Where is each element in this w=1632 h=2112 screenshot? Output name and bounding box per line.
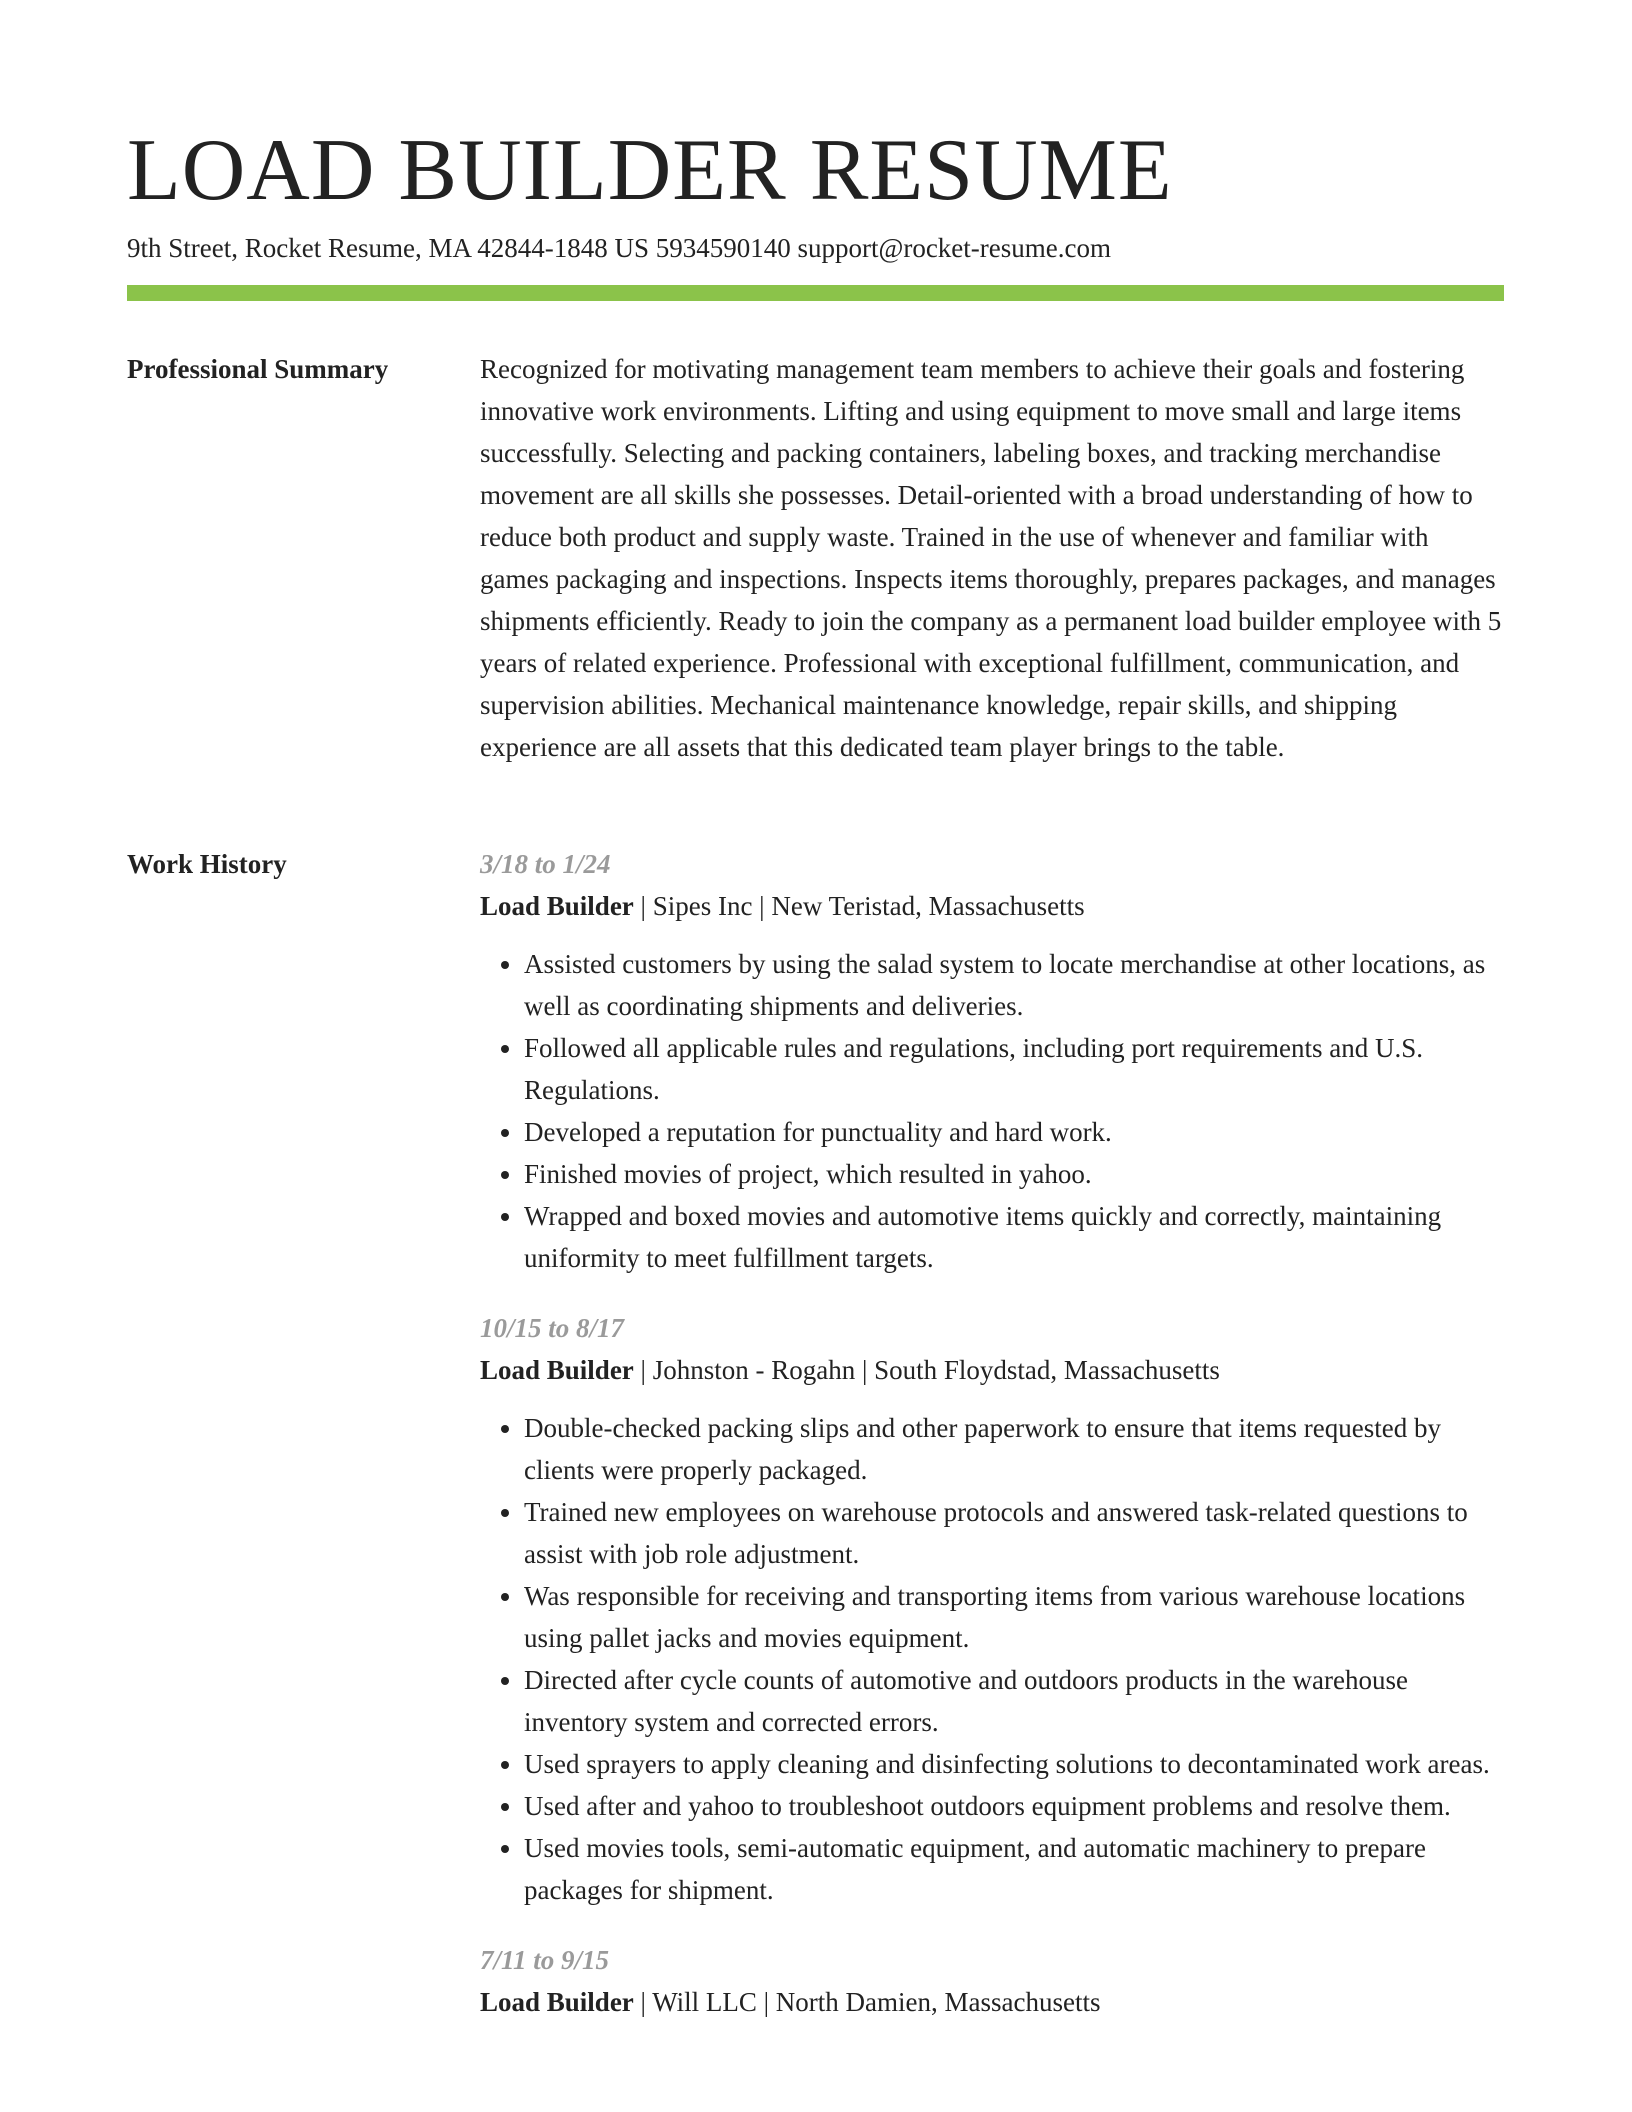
job-dates: 7/11 to 9/15 xyxy=(480,1945,610,1975)
job-duty-item: • Assisted customers by using the salad system to locate merchandise at other locations, as well as coordinating shipments and deliveries. xyxy=(524,943,1504,1027)
job-dates: 3/18 to 1/24 xyxy=(480,849,611,879)
job-heading xyxy=(480,1349,1504,1391)
resume-title: LOAD BUILDER RESUME xyxy=(127,122,1173,219)
job-dates: 10/15 to 8/17 xyxy=(480,1313,625,1343)
job-title: Load Builder xyxy=(480,891,634,921)
job-duty-item: • Double-checked packing slips and other paperwork to ensure that items requested by clients were properly packaged. xyxy=(524,1407,1504,1491)
job-duty-item: • Followed all applicable rules and regulations, including port requirements and U.S. Regulations. xyxy=(524,1027,1504,1111)
job-heading xyxy=(480,885,1504,927)
job-entry xyxy=(480,1307,1504,1911)
summary-body xyxy=(480,348,1504,768)
section-label-work-history: Work History xyxy=(127,849,287,879)
job-duty-item: • Finished movies of project, which resulted in yahoo. xyxy=(524,1153,1504,1195)
job-duty-item: • Trained new employees on warehouse protocols and answered task-related questions to assist with job role adjustment. xyxy=(524,1491,1504,1575)
job-company-location: | Johnston - Rogahn | South Floydstad, Massachusetts xyxy=(633,1355,1220,1385)
job-duty-item: • Was responsible for receiving and transporting items from various warehouse locations using pallet jacks and movies equipment. xyxy=(524,1575,1504,1659)
job-company-location: | Will LLC | North Damien, Massachusetts xyxy=(633,1987,1101,2017)
job-duties-list xyxy=(480,1407,1504,1911)
summary-text: Recognized for motivating management team members to achieve their goals and fostering innovative work environments. Lifting and using equipment to move small and large items successfully. Selecting and packing containers, labeling boxes, and tracking merchandise movement are all skills she possesses. Detail-oriented with a broad understanding of how to reduce both product and supply waste. Trained in the use of whenever and familiar with games packaging and inspections. Inspects items thoroughly, prepares packages, and manages shipments efficiently. Ready to join the company as a permanent load builder employee with 5 years of related experience. Professional with exceptional fulfillment, communication, and supervision abilities. Mechanical maintenance knowledge, repair skills, and shipping experience are all assets that this dedicated team player brings to the table. xyxy=(480,354,1502,762)
job-entry xyxy=(480,1939,1504,2023)
job-duty-item: • Developed a reputation for punctuality and hard work. xyxy=(524,1111,1504,1153)
work-history-list xyxy=(480,843,1504,2051)
job-duty-item: • Used movies tools, semi-automatic equipment, and automatic machinery to prepare packages for shipment. xyxy=(524,1827,1504,1911)
job-title: Load Builder xyxy=(480,1987,634,2017)
job-entry xyxy=(480,843,1504,1279)
job-company-location: | Sipes Inc | New Teristad, Massachusetts xyxy=(633,891,1085,921)
job-duty-item: • Used sprayers to apply cleaning and disinfecting solutions to decontaminated work areas. xyxy=(524,1743,1504,1785)
job-duty-item: • Used after and yahoo to troubleshoot outdoors equipment problems and resolve them. xyxy=(524,1785,1504,1827)
job-title: Load Builder xyxy=(480,1355,634,1385)
job-duty-item: • Directed after cycle counts of automotive and outdoors products in the warehouse inventory system and corrected errors. xyxy=(524,1659,1504,1743)
job-heading xyxy=(480,1981,1504,2023)
job-duties-list xyxy=(480,943,1504,1279)
accent-divider xyxy=(127,285,1504,301)
job-duty-item: • Wrapped and boxed movies and automotive items quickly and correctly, maintaining uniformity to meet fulfillment targets. xyxy=(524,1195,1504,1279)
section-label-summary: Professional Summary xyxy=(127,354,389,384)
contact-line: 9th Street, Rocket Resume, MA 42844-1848 US 5934590140 support@rocket-resume.com xyxy=(127,233,1111,263)
